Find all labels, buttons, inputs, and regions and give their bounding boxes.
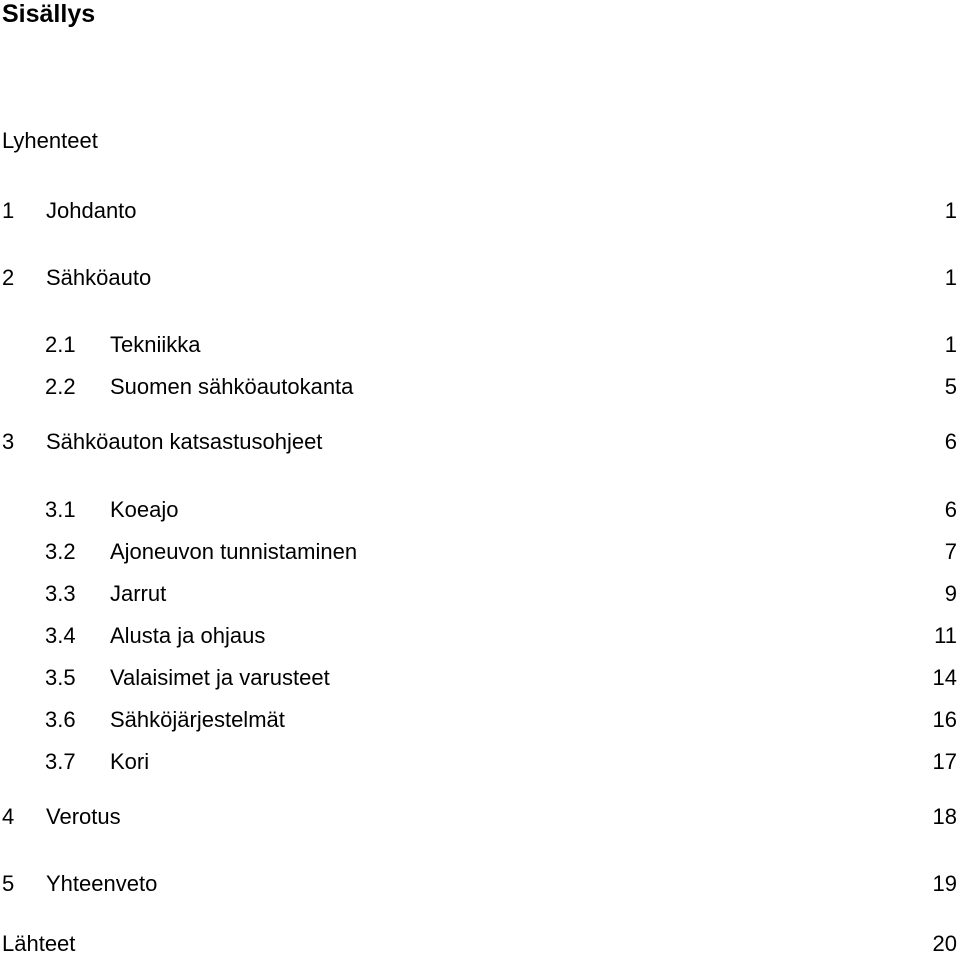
toc-entry-title: Sähköauto xyxy=(46,265,152,290)
toc-entry-3-4[interactable] xyxy=(0,622,957,650)
toc-entry-page: 19 xyxy=(932,871,957,896)
toc-entry-page: 16 xyxy=(932,707,957,732)
toc-entry-title: Suomen sähköautokanta xyxy=(110,374,354,399)
toc-entry-page: 11 xyxy=(934,623,957,648)
toc-entry-title: Sähköauton katsastusohjeet xyxy=(46,429,323,454)
toc-entry-2-1[interactable] xyxy=(0,331,957,359)
toc-entry-title: Valaisimet ja varusteet xyxy=(110,665,330,690)
toc-entry-3-1[interactable] xyxy=(0,496,957,524)
toc-entry-number: 5 xyxy=(2,871,15,896)
toc-entry-page: 17 xyxy=(932,749,957,774)
toc-entry-page: 1 xyxy=(944,198,957,223)
toc-entry-number: 3.3 xyxy=(45,581,76,606)
toc-entry-title: Ajoneuvon tunnistaminen xyxy=(110,539,358,564)
toc-entry-page: 1 xyxy=(944,332,957,357)
toc-entry-number: 3.2 xyxy=(45,539,76,564)
toc-entry-title: Yhteenveto xyxy=(46,871,158,896)
toc-entry-page: 5 xyxy=(944,374,957,399)
toc-entry-number: 2.1 xyxy=(45,332,76,357)
toc-entry-2-2[interactable] xyxy=(0,373,957,401)
toc-entry-lyhenteet[interactable] xyxy=(0,127,957,155)
toc-entry-number: 3.1 xyxy=(45,497,76,522)
toc-entry-5[interactable] xyxy=(0,870,957,898)
toc-entry-page: 9 xyxy=(944,581,957,606)
toc-entry-page: 20 xyxy=(932,931,957,956)
toc-entry-title: Kori xyxy=(110,749,150,774)
toc-entry-title: Koeajo xyxy=(110,497,179,522)
toc-heading: Sisällys xyxy=(2,0,96,28)
toc-entry-number: 3.7 xyxy=(45,749,76,774)
toc-entry-title: Lyhenteet xyxy=(2,128,98,153)
toc-entry-page: 1 xyxy=(944,265,957,290)
toc-entry-number: 2.2 xyxy=(45,374,76,399)
toc-entry-3-5[interactable] xyxy=(0,664,957,692)
toc-entry-title: Sähköjärjestelmät xyxy=(110,707,285,732)
toc-entry-3-6[interactable] xyxy=(0,706,957,734)
toc-entry-number: 3.6 xyxy=(45,707,76,732)
toc-entry-3-3[interactable] xyxy=(0,580,957,608)
toc-entry-page: 6 xyxy=(944,497,957,522)
toc-entry-1[interactable] xyxy=(0,197,957,225)
toc-entry-page: 14 xyxy=(932,665,957,690)
toc-entry-title: Verotus xyxy=(46,804,121,829)
toc-entry-number: 2 xyxy=(2,265,15,290)
toc-entry-title: Jarrut xyxy=(110,581,167,606)
toc-entry-4[interactable] xyxy=(0,803,957,831)
toc-entry-2[interactable] xyxy=(0,264,957,292)
toc-entry-lahteet[interactable] xyxy=(0,930,957,958)
toc-entry-number: 4 xyxy=(2,804,15,829)
toc-entry-page: 6 xyxy=(944,429,957,454)
toc-entry-title: Johdanto xyxy=(46,198,137,223)
toc-entry-title: Alusta ja ohjaus xyxy=(110,623,266,648)
toc-entry-3[interactable] xyxy=(0,428,957,456)
toc-entry-page: 18 xyxy=(932,804,957,829)
toc-entry-title: Tekniikka xyxy=(110,332,201,357)
toc-entry-title: Lähteet xyxy=(2,931,76,956)
toc-entry-number: 3.5 xyxy=(45,665,76,690)
toc-entry-3-7[interactable] xyxy=(0,748,957,776)
toc-entry-number: 1 xyxy=(2,198,15,223)
toc-entry-number: 3.4 xyxy=(45,623,76,648)
toc-entry-page: 7 xyxy=(944,539,957,564)
toc-entry-number: 3 xyxy=(2,429,15,454)
toc-entry-3-2[interactable] xyxy=(0,538,957,566)
